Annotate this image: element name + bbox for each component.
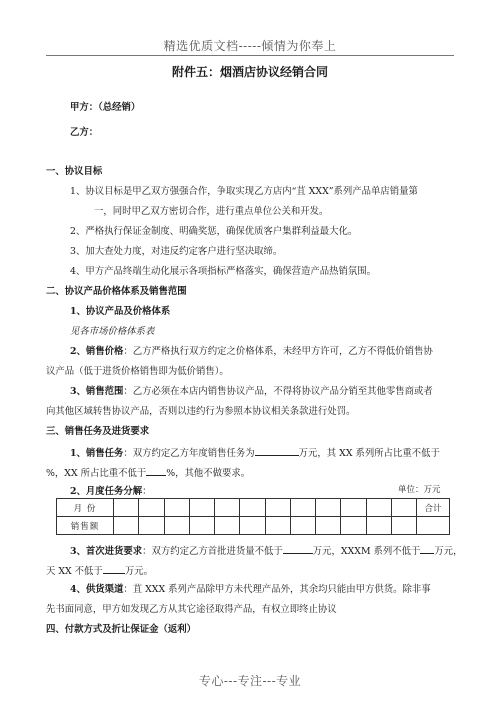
monthly-task-table [56,498,450,535]
section-4-heading: 四、付款方式及折让保证金（返利） [46,624,197,635]
s3-item3-label: 3、首次进货要求 [70,546,143,557]
blank-xx-minimum[interactable] [103,564,125,574]
s1-item3: 3、加大查处力度，对违反约定客户进行坚决取缔。 [70,246,283,257]
blank-annual-task[interactable] [255,446,299,456]
party-a-line: 甲方：（总经销） [70,102,141,113]
month-cell[interactable] [164,499,189,517]
month-cell[interactable] [265,499,290,517]
s3-item3-text-d: 天 XX 不低于 [46,566,103,577]
total-value-cell[interactable] [417,517,450,535]
s3-item1-line1 [70,446,440,460]
month-cell[interactable] [341,499,366,517]
s2-sub1: 1、协议产品及价格体系 [70,306,171,317]
s2-item3-text: ：乙方必须在本店内销售协议产品，不得将协议产品分销至其他零售商或者 [123,386,433,397]
section-2-heading: 二、协议产品价格体系及销售范围 [46,286,187,297]
document-title: 附件五：烟酒店协议经销合同 [171,65,328,79]
s1-item1-line2: 一，同时甲乙双方密切合作，进行重点单位公关和开发。 [94,206,329,217]
s3-item1-text-b: 万元，其 XX 系列所占比重不低于 [298,448,440,459]
month-cell[interactable] [366,499,391,517]
s3-item4-text: ：苴 XXX 系列产品除甲方未代理产品外，其余均只能由甲方供货。除非事 [123,584,431,595]
s3-item1-text-d: %，其他不做要求。 [166,468,251,479]
s3-item2-line [70,486,152,498]
month-cell[interactable] [391,499,416,517]
page-footer: 专心---专注---专业 [198,674,302,688]
s3-item4-line2: 先书面同意，甲方如发现乙方从其它途径取得产品，有权立即终止协议 [46,604,337,615]
sales-cell[interactable] [189,517,214,535]
s2-item3-line1 [70,386,433,398]
blank-xxxm-series[interactable] [420,544,434,554]
total-header-cell: 合计 [417,499,450,517]
sales-cell[interactable] [240,517,265,535]
s3-item1-text-c: %，XX 所占比重不低于 [46,468,147,479]
month-cell[interactable] [240,499,265,517]
sales-cell[interactable] [265,517,290,535]
s2-item3-label: 3、销售范围 [70,386,124,397]
sales-cell[interactable] [139,517,164,535]
section-1-heading: 一、协议目标 [46,166,103,177]
unit-label: 单位：万元 [398,485,441,495]
s1-item4: 4、甲方产品终端生动化展示各项指标严格落实，确保营造产品热销氛围。 [70,266,376,277]
s2-item2-line1 [70,346,433,358]
table-row [57,499,450,517]
s3-item4-label: 4、供货渠道 [70,584,124,595]
s3-item3-text-b: 万元，XXXM 系列不低于 [312,546,421,557]
s1-item1-line1: 1、协议目标是甲乙双方强强合作，争取实现乙方店内“苴 XXX”系列产品单店销量第 [70,186,418,197]
party-b-line: 乙方： [70,127,99,138]
month-cell[interactable] [189,499,214,517]
s2-item3-line2: 向其他区域转售协议产品，否则以违约行为参照本协议相关条款进行处罚。 [46,406,356,417]
page-header: 精选优质文档-----倾情为你奉上 [163,39,337,53]
sales-cell[interactable] [366,517,391,535]
sales-header-cell: 销售额 [57,517,114,535]
s2-item2-line2: 议产品（低于进货价格销售即为低价销售）。 [46,366,229,377]
header-divider [46,55,454,56]
s3-item2-colon: ： [142,486,152,497]
s3-item1-line2 [46,466,250,480]
s3-item4-line1 [70,584,431,596]
sales-cell[interactable] [391,517,416,535]
month-cell[interactable] [215,499,240,517]
s3-item3-line2 [46,564,153,578]
month-cell[interactable] [114,499,139,517]
sales-cell[interactable] [164,517,189,535]
sales-cell[interactable] [114,517,139,535]
s3-item1-label: 1、销售任务 [70,448,124,459]
s3-item3-text-a: ：双方约定乙方首批进货量不低于 [142,546,283,557]
sales-cell[interactable] [290,517,315,535]
sales-cell[interactable] [215,517,240,535]
s3-item3-text-c: 万元， [434,546,463,557]
month-cell[interactable] [290,499,315,517]
s3-item3-text-e: 万元。 [124,566,153,577]
month-cell[interactable] [139,499,164,517]
s2-item2-label: 2、销售价格 [70,346,124,357]
sales-cell[interactable] [316,517,341,535]
section-3-heading: 三、销售任务及进货要求 [46,426,150,437]
sales-cell[interactable] [341,517,366,535]
month-cell[interactable] [316,499,341,517]
month-header-cell: 月 份 [57,499,114,517]
s2-price-note: 见各市场价格体系表 [70,326,155,337]
s2-item2-text: ：乙方严格执行双方约定之价格体系，未经甲方许可，乙方不得低价销售协 [123,346,433,357]
table-row [57,517,450,535]
blank-xx-share[interactable] [146,466,166,476]
s3-item3-line1 [70,544,463,558]
s1-item2: 2、严格执行保证金制度、明确奖惩，确保优质客户集群利益最大化。 [70,226,358,237]
s3-item2-label: 2、月度任务分解 [70,486,143,497]
s3-item1-text-a: ：双方约定乙方年度销售任务为 [123,448,255,459]
blank-first-order[interactable] [283,544,313,554]
